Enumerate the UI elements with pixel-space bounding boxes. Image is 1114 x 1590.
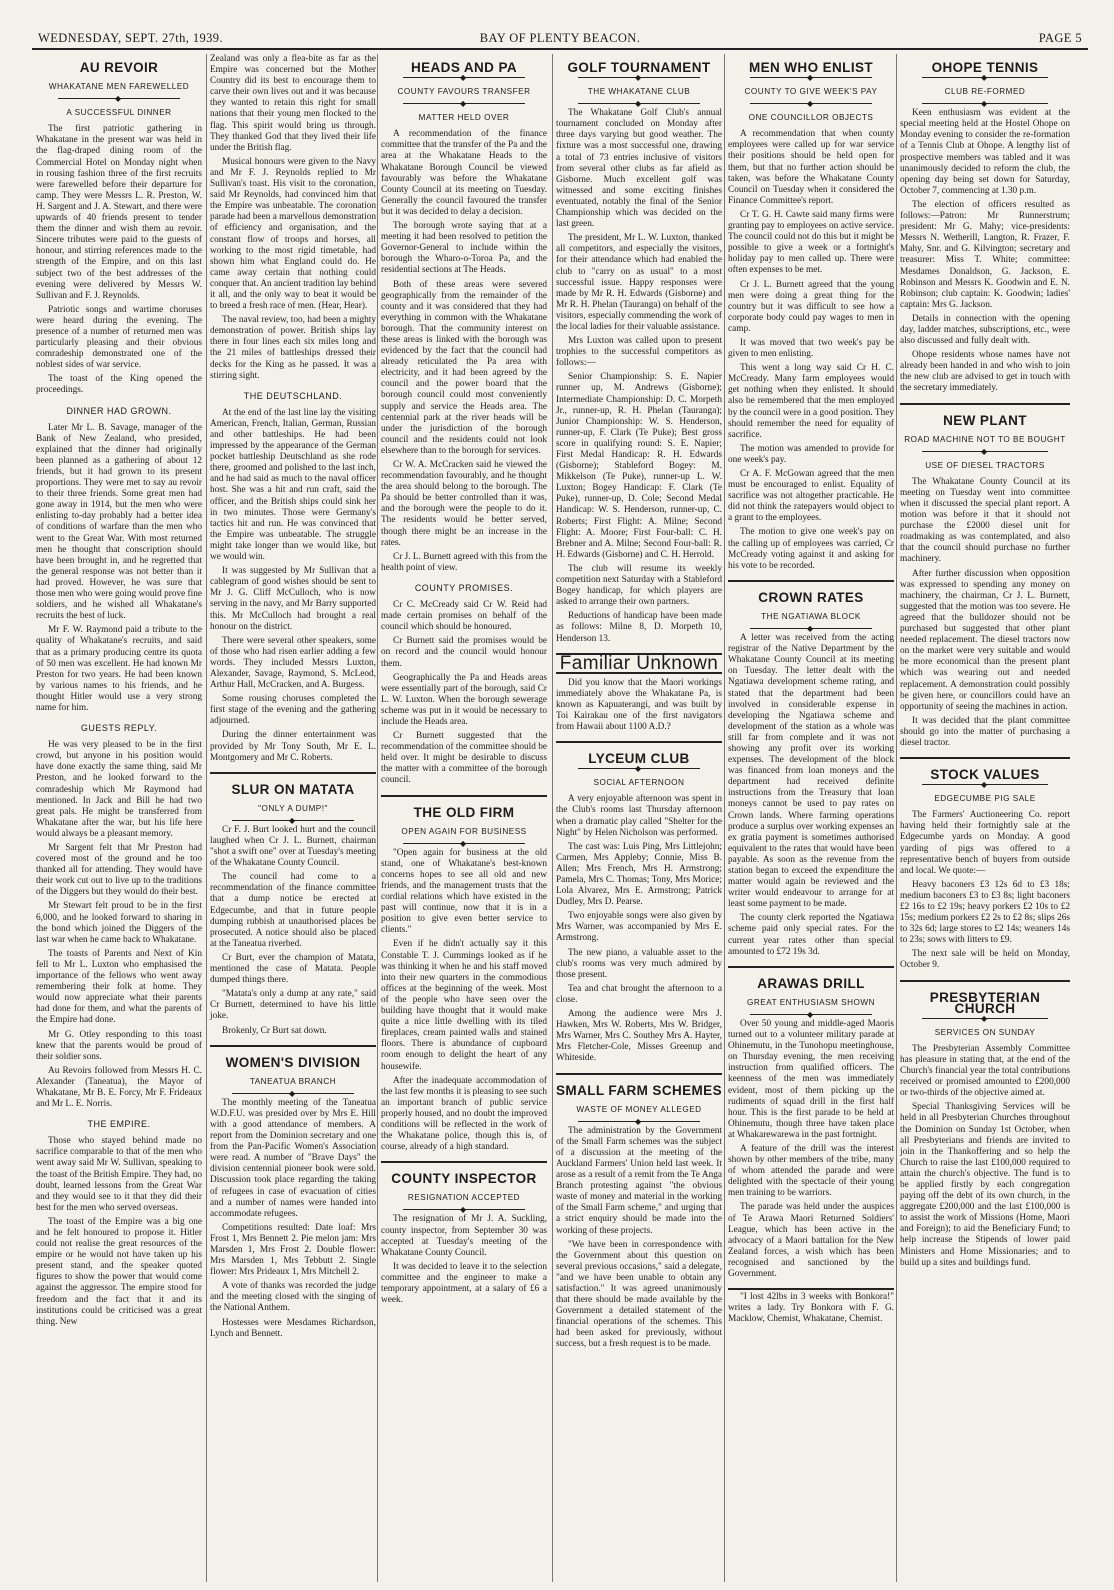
- paragraph: Keen enthusiasm was evident at the special meeting held at the Hostel Ohope on Monday evening to consider the re-formation of a Tennis Club at Ohope. A lengthy list of prospective members was tabled and it was unanimously decided to reform the club, the opening day being set down for Saturday, October 7, commencing at 1.30 p.m.: [900, 108, 1070, 196]
- subhead: SERVICES ON SUNDAY: [934, 1027, 1036, 1037]
- section-heading: COUNTY PROMISES.: [414, 582, 514, 593]
- paragraph: A vote of thanks was recorded the judge and the meeting closed with the singing of the National Anthem.: [210, 1281, 376, 1314]
- divider: [750, 1014, 872, 1015]
- column-5: [724, 54, 894, 1582]
- paragraph: It was suggested by Mr Sullivan that a cablegram of good wishes should be sent to Mr J. G. Cliff McCulloch, who is now serving in the navy, and Mr Barry supported this. Mr McCulloch had brought a real honour on the district.: [210, 566, 376, 632]
- subhead: RESIGNATION ACCEPTED: [407, 1193, 521, 1203]
- divider: [232, 1093, 354, 1094]
- subhead: THE WHAKATANE CLUB: [587, 87, 691, 97]
- paragraph: Cr T. G. H. Cawte said many firms were granting pay to employees on active service. The council could not do this but it might be possible to give a week or a fortnight's holiday pay to men called up. There were often expenses to be met.: [728, 209, 894, 276]
- section-heading: THE DEUTSCHLAND.: [243, 390, 343, 401]
- subhead: USE OF DIESEL TRACTORS: [925, 460, 1045, 470]
- paragraph: Mr Sargent felt that Mr Preston had covered most of the ground and he too thanked all for attending. They would have their work cut out to live up to the traditions of the Diggers but they would do their best.: [36, 843, 202, 898]
- paragraph: A letter was received from the acting registrar of the Native Department by the Whakatane County Council at its meeting on Tuesday. The letter dealt with the Ngatiawa development scheme rating, and stated that the department had been involved in considerable expense in developing the Ngatiawa scheme and development of the station as a whole was still far from complete and it was not showing any profit over its working expenses. The development of the block was financed from loan moneys and the department had received definite instructions from the Treasury that loan moneys cannot be used to pay rates on Crown lands. Where farming operations produce a surplus over working expenses an ex gratia payment is sometimes authorised equivalent to the rates that would have been payable. As soon as the revenue from the station began to exceed the expenditure the matter would again be reviewed and the writer would endeavour to arrange for at least some payment to be made.: [728, 633, 894, 910]
- paragraph: Cr Burnett said the promises would be on record and the council would honour them.: [381, 636, 547, 669]
- headline-new-plant: NEW PLANT: [943, 412, 1027, 428]
- headline-presbyterian-church: PRESBYTERIAN CHURCH: [929, 989, 1041, 1016]
- paragraph: At the end of the last line lay the visiting American, French, Italian, German, Russian and other battleships. He had been impressed by the appearance of the German pocket battleship Deutschland as she rode there, groomed and polished to the last inch, and he had said as much to the naval officer host. She was a hit and run craft, said the officer, and the British ships could sink her in two minutes. Those were Germany's tactics hit and run. He was convinced that the Empire was unbeatable. The struggle might take longer than we would like, but we would win.: [210, 407, 376, 563]
- divider: [922, 1018, 1048, 1019]
- paragraph: A recommendation that when county employees were called up for war service their positions should be held open for them, but that no further action should be taken, was before the Whakatane County Council on Tuesday when it considered the Finance Committee's report.: [728, 129, 894, 206]
- paragraph: The club will resume its weekly competition next Saturday with a Stableford Bogey handicap, for which players are asked to arrange their own partners.: [556, 563, 722, 608]
- section-heading: GUESTS REPLY.: [80, 723, 158, 734]
- article-lyceum-club: [556, 741, 722, 1064]
- paragraph: Competitions resulted: Date loaf: Mrs Frost 1, Mrs Bennett 2. Pie melon jam: Mrs Marsden 1, Mrs Frost 2. Double flower: Mrs Marsden 1, Mrs Tebbutt 2. Single flower: Mrs Prideaux 1, Mrs Mitchell 2.: [210, 1222, 376, 1278]
- divider: [232, 820, 354, 821]
- paragraph: The parade was held under the auspices of Te Arawa Maori Returned Soldiers' League, which has been active in the advocacy of a Maori battalion for the New Zealand forces, a wish which has been recognised and sanctioned by the Government.: [728, 1202, 894, 1279]
- divider: [922, 103, 1048, 104]
- column-3: [377, 54, 547, 1582]
- headline-slur-on-matata: SLUR ON MATATA: [231, 781, 355, 797]
- paragraph: He was very pleased to be in the first crowd, but anyone in his position would have done exactly the same thing, said Mr Preston, and he looked forward to the comradeship which Mr Raymond had mentioned. In Jack and Bill he had two great pals. He might be transferred from Whakatane after the war, but his life here would always be a pleasant memory.: [36, 740, 202, 839]
- paragraph: A feature of the drill was the interest shown by other members of the tribe, many of whom attended the parade and were delighted with the spectacle of their young men training to be warriors.: [728, 1143, 894, 1199]
- paragraph: Two enjoyable songs were also given by Mrs Warner, was accompanied by Mrs E. Armstrong.: [556, 911, 722, 944]
- paragraph: Zealand was only a flea-bite as far as the Empire was concerned but the Mother Country did its best to encourage them to carve their own lives out and it was because they wanted to retain this right for small nations that their young men flocked to the flag. This spirit would bring us through. They thanked God that they lived their life under the British flag.: [210, 54, 376, 153]
- paragraph: Ohope residents whose names have not already been handed in and who wish to join the new club are advised to get in touch with the secretary immediately.: [900, 350, 1070, 394]
- paragraph: Cr J. L. Burnett agreed with this from the health point of view.: [381, 551, 547, 573]
- headline-county-inspector: COUNTY INSPECTOR: [391, 1171, 537, 1187]
- paragraph: The new piano, a valuable asset to the club's rooms was very much admired by those present.: [556, 947, 722, 980]
- paragraph: The next sale will be held on Monday, October 9.: [900, 949, 1070, 971]
- divider: [750, 628, 872, 629]
- paragraph: "Matata's only a dump at any rate," said Cr Burnett, determined to have his little joke.: [210, 989, 376, 1022]
- article-old-firm: [381, 795, 547, 1154]
- paragraph: Cr Burt, ever the champion of Matata, mentioned the case of Matata. People dumped things there.: [210, 952, 376, 986]
- paragraph: It was decided that the plant committee should go into the matter of purchasing a diesel tractor.: [900, 715, 1070, 748]
- section-heading: THE EMPIRE.: [87, 1119, 151, 1130]
- article-womens-division: [210, 1045, 376, 1340]
- paragraph: The toasts of Parents and Next of Kin fell to Mr L. Luxton who emphasised the importance of the fellows who went away remembering their folk at home. They would now appreciate what their parents had done for them, and what the parents of the Empire had done.: [36, 948, 202, 1026]
- headline-familiar-unknown: Familiar Unknown: [556, 653, 722, 674]
- column-2: [206, 54, 376, 1582]
- paragraph: There were several other speakers, some of those who had risen earlier adding a few words. They included Messrs Luxton, Alexander, Savage, Raymond, S. McLeod, Arthur Hall, McCracken, and A. Burgess.: [210, 635, 376, 691]
- paragraph: During the dinner entertainment was provided by Mr Tony South, Mr E. L. Montgomery and Mr C. Roberts.: [210, 730, 376, 763]
- paragraph: A recommendation of the finance committee that the transfer of the Pa and the area at the Whakatane Heads to the Whakatane Borough Council be viewed favourably was before the Whakatane County Council at its meeting on Tuesday. Generally the council favoured the transfer but it was decided to delay a decision.: [381, 129, 547, 217]
- subhead: EDGECUMBE PIG SALE: [934, 794, 1036, 804]
- paragraph: It was decided to leave it to the selection committee and the engineer to make a temporary appointment, at a salary of £6 a week.: [381, 1261, 547, 1306]
- paragraph: Did you know that the Maori workings immediately above the Whakatane Pa, is known as Kapuaterangi, and was built by Toi Kairakau one of the first navigators from Hawaii about 1100 A.D.?: [556, 677, 722, 733]
- article-presbyterian-church: [900, 980, 1070, 1269]
- paragraph: The Whakatane County Council at its meeting on Tuesday went into committee when it discussed the special plant report. A motion was before it that it should not purchase the £2000 diesel unit for roadmaking as was contemplated, and also that the council should purchase no further machinery.: [900, 476, 1070, 565]
- headline-men-who-enlist: MEN WHO ENLIST: [748, 60, 874, 75]
- article-slur-on-matata: [210, 772, 376, 1037]
- divider: [578, 768, 700, 769]
- paragraph: Tea and chat brought the afternoon to a close.: [556, 983, 722, 1005]
- paragraph: The borough wrote saying that at a meeting it had been resolved to petition the Governor-General to include within the borough the Wharo-o-Toroa Pa, and the residential sections at The Heads.: [381, 221, 547, 276]
- headline-au-revoir: AU REVOIR: [79, 60, 159, 75]
- subhead: TANEATUA BRANCH: [249, 1076, 337, 1086]
- subhead: MATTER HELD OVER: [418, 113, 510, 123]
- article-county-inspector: [381, 1161, 547, 1306]
- subhead: OPEN AGAIN FOR BUSINESS: [401, 826, 527, 836]
- column-6: [896, 54, 1070, 1582]
- paragraph: It was moved that two week's pay be given to men enlisting.: [728, 337, 894, 360]
- divider: [578, 1121, 700, 1122]
- paragraph: Details in connection with the opening day, ladder matches, subscriptions, etc., were also discussed and fully dealt with.: [900, 313, 1070, 347]
- article-new-plant: [900, 403, 1070, 750]
- paragraph: The resignation of Mr J. A. Suckling, county inspector, from September 30 was accepted at Tuesday's meeting of the Whakatane County Council.: [381, 1214, 547, 1258]
- paragraph: Later Mr L. B. Savage, manager of the Bank of New Zealand, who presided, explained that the dinner had originally been planned as a gathering of about 12 friends, but it had grown to its present proportions. They were met to say au revoir to their three friends. Some great men had gone away in 1914, but the men who were enlisting to-day probably had a better idea of conditions of warfare than the men who went to the Great War. With most returned men he thought that conscription should have been brought in, and he regretted that the general response was not better than it had proved. However, he was sure that those men who were going would prove fine soldiers, and he wished all Whakatane's recruits the best of luck.: [36, 422, 202, 622]
- headline-lyceum-club: LYCEUM CLUB: [588, 751, 690, 767]
- paragraph: Cr Burnett suggested that the recommendation of the committee should be held over. It might be desirable to discuss the matter with a committee of the borough council.: [381, 731, 547, 786]
- headline-crown-rates: CROWN RATES: [758, 589, 864, 605]
- paragraph: After the inadequate accommodation of the last few months it is pleasing to see such an important branch of public service properly housed, and no doubt the improved conditions will be reflected in the work of the Whakatane police, though this is, of course, already of a high standard.: [381, 1075, 547, 1153]
- paragraph: The election of officers resulted as follows:—Patron: Mr Runnerstrum; president: Mr G. Mahy; vice-presidents: Messrs N. Wetherill, Langton, R. Frazer, F. Mahy, Snr. and G. Kilvington; secretary and treasurer: Miss T. White; committee: Mesdames Donaldson, G. Jackson, E. Robinson and Messrs K. Goodwin and E. N. Robinson; club captain: K. Goodwin; ladies' captain: Mrs G. Jackson.: [900, 199, 1070, 310]
- subhead: SOCIAL AFTERNOON: [593, 778, 685, 788]
- paragraph: The toast of the Empire was a big one and he felt honoured to propose it. Hitler could not realise the great resources of the empire or he would not have taken up his present stand, and the speaker quoted figures to show the power that would come against the aggressor. The empire stood for freedom and the fact that it and its institutions could be criticised was a great thing. New: [36, 1216, 202, 1327]
- paragraph: The first patriotic gathering in Whakatane in the present war was held in the flag-draped dining room of the Commercial Hotel on Monday night when in rousing fashion three of the first recruits were farewelled before their departure for camp. They were Messrs L. R. Preston, W. H. Sargent and J. A. Stewart, and there were upwards of 40 friends present to tender them the dinner and wish them au revoir. Sincere tributes were paid to the guests of honour, and stirring references made to the strength of the Empire, and on this last subject two of the best addresses of the evening were delivered by Messrs W. Sullivan and F. J. Reynolds.: [36, 124, 202, 301]
- headline-small-farm-schemes: SMALL FARM SCHEMES: [556, 1082, 722, 1098]
- page-number: PAGE 5: [1038, 31, 1082, 45]
- paragraph: The Whakatane Golf Club's annual tournament concluded on Monday after three days varying but good weather. The fixture was a most successful one, drawing a total of 73 entries inclusive of visitors from several other clubs as far afield as Gisborne. Much excellent golf was witnessed and some exciting finishes eventuated, notably the final of the Senior Championship which was decided on the last green.: [556, 108, 722, 230]
- divider: [578, 103, 700, 104]
- paragraph: The cast was: Luis Ping, Mrs Littlejohn; Carmen, Mrs Appleby; Connie, Miss B. Allen; Mrs French, Mrs H. Armstrong; Pamela, Mrs C. Thomas; Tony, Mrs Morice; Lola Alvarez, Mrs E. Armstrong; Patrick Dudley, Mrs D. Pearse.: [556, 841, 722, 908]
- paragraph: Musical honours were given to the Navy and Mr F. J. Reynolds replied to Mr Sullivan's toast. His visit to the coronation, said Mr Reynolds, had convinced him that the Empire was unbeatable. The coronation parade had been a marvellous demonstration of efficiency and organisation, and the constant flow of troops and horses, all working to the most rigid timetable, had shown him what England could do. He came away certain that nothing could conquer that. An ancient tradition lay behind it all, and the only way to beat it would be to breed a fresh race of men. (Hear, Hear).: [210, 156, 376, 312]
- divider: [58, 98, 180, 99]
- paragraph: Cr A. F. McGowan agreed that the men must be encouraged to enlist. Equality of sacrifice was not altogether practicable. He did not think the ratepayers would object to a grant to the employees.: [728, 469, 894, 524]
- advertisement: [728, 1288, 894, 1325]
- paragraph: Mrs Luxton was called upon to present trophies to the successful competitors as follows:—: [556, 336, 722, 369]
- paragraph: The monthly meeting of the Taneatua W.D.F.U. was presided over by Mrs E. Hill with a good attendance of members. A report from the Dominion secretary and one from the Pan-Pacific Women's Association were read. A number of "Brave Days" the division centennial pioneer book were sold. Discussion took place regarding the taking of refugees in case of evacuation of cities and a number of names were handed into accommodate refugees.: [210, 1097, 376, 1219]
- divider: [403, 103, 525, 104]
- article-stock-values: [900, 757, 1070, 972]
- paragraph: The naval review, too, had been a mighty demonstration of power. British ships lay there in four lines each six miles long and the 21 miles of battleships dressed their decks for the King as he passed. It was a stirring sight.: [210, 315, 376, 381]
- paragraph: This went a long way said Cr H. C. McCready. Many farm employees would get nothing when they enlisted. It should also be remembered that the men employed by the council were in a good position. They should remember the need for equality of sacrifice.: [728, 363, 894, 440]
- paragraph: Hostesses were Mesdames Richardson, Lynch and Bennett.: [210, 1317, 376, 1339]
- headline-ohope-tennis: OHOPE TENNIS: [931, 60, 1039, 75]
- headline-stock-values: STOCK VALUES: [930, 767, 1040, 783]
- headline-heads-and-pa: HEADS AND PA: [410, 60, 518, 75]
- divider: [403, 77, 525, 78]
- article-small-farm-schemes: [556, 1073, 722, 1351]
- paragraph: Brokenly, Cr Burt sat down.: [222, 1025, 327, 1036]
- paragraph: The president, Mr L. W. Luxton, thanked all competitors, and especially the visitors, for their attendance which had enabled the club to "carry on as usual" to a most successful issue. Happy responses were made by Mr R. H. Edwards (Gisborne) and Mr R. H. Phelan (Tauranga) on behalf of the visitors, especially commending the work of the local ladies for their valuable assistance.: [556, 233, 722, 332]
- section-heading: DINNER HAD GROWN.: [66, 405, 172, 416]
- divider: [750, 103, 872, 104]
- issue-date: WEDNESDAY, SEPT. 27th, 1939.: [38, 31, 223, 45]
- divider: [403, 843, 525, 844]
- paragraph: The administration by the Government of the Small Farm schemes was the subject of a discussion at the meeting of the Auckland Farmers' Union held last week. It arose as a result of a remit from the Te Anga Branch protesting against "the obvious waste of money and material in the working of the Small Farm scheme," and urging that a strict enquiry should be made into the working of these projects.: [556, 1125, 722, 1236]
- masthead: [32, 28, 1088, 50]
- paragraph: Among the audience were Mrs J. Hawken, Mrs W. Roberts, Mrs W. Bridger, Mrs Warner, Mrs C. Southey Mrs A. Hayter, Mrs Fletcher-Cole, Misses Greenup and Whiteside.: [556, 1009, 722, 1064]
- paragraph: "Open again for business at the old stand, one of Whakatane's best-known concerns hopes to see all old and new friends, and the management trusts that the cordial relations which have existed in the past will continue, now that it is in a position to give even better service to clients.": [381, 847, 547, 936]
- paragraph: Even if he didn't actually say it this Constable T. J. Cummings looked as if he was thinking it when he and his staff moved into their new quarters in the commodious offices at the beginning of the week. Most of the people who have seen over the building have thought that it would make quite a nice little dwelling with its tiled fireplaces, cream painted walls and stained floors. There is abundance of cupboard room enough to delight the heart of any housewife.: [381, 939, 547, 1072]
- paragraph: Both of these areas were severed geographically from the remainder of the county and it was considered that they had everything in common with the Whakatane borough. That the community interest on these areas is linked with the borough was evidenced by the fact that the council had already reticulated the Pa area with electricity, and it had been agreed by the council and the power board that the borough council could most conveniently supply and service the Heads area. The centennial park at the river heads will be under the jurisdiction of the borough council and the residents could not look elsewhere than to the borough for services.: [381, 279, 547, 456]
- paragraph: The toast of the King opened the proceedings.: [36, 374, 202, 396]
- divider: [922, 77, 1048, 78]
- paragraph: The motion was amended to provide for one week's pay.: [728, 443, 894, 465]
- paragraph: The council had come to a recommendation of the finance committee that a dump notice be erected at Edgecumbe, and that in future people dumping rubbish at unauthorised places be prosecuted. A notice should also be placed at the Taneatua riverbed.: [210, 872, 376, 949]
- paragraph: The Presbyterian Assembly Committee has pleasure in stating that, at the end of the Church's financial year the total contributions received or promised amounted to £200,000 or two-thirds of the objective aimed at.: [900, 1043, 1070, 1099]
- paragraph: The motion to give one week's pay on the calling up of employees was carried, Cr McCready voting against it and asking for his vote to be recorded.: [728, 527, 894, 571]
- column-1: [36, 54, 202, 1582]
- paragraph: Geographically the Pa and Heads areas were essentially part of the borough, said Cr L. W. Luxton. When the borough sewerage scheme was put in it would be necessary to include the Heads area.: [381, 672, 547, 727]
- divider: [922, 784, 1048, 785]
- headline-arawas-drill: ARAWAS DRILL: [757, 975, 865, 991]
- subhead: WASTE OF MONEY ALLEGED: [576, 1104, 702, 1114]
- divider: [922, 451, 1048, 452]
- paragraph: Cr J. L. Burnett agreed that the young men were doing a great thing for the country but it was difficult to see how a corporate body could pay wages to men in camp.: [728, 279, 894, 334]
- paragraph: After further discussion when opposition was expressed to spending any money on machinery, the chairman, Cr J. L. Burnett, suggested that the motion was too severe. He agreed that the bulldozer should not be purchased but suggested that other plant needed replacement. The diesel tractors now on the market were very suitable and would be more economical than the present plant which was wearing out and needed replacement. A demonstration could possibly be given here, or councillors could have an opportunity of seeing the machines in action.: [900, 568, 1070, 712]
- paragraph: Over 50 young and middle-aged Maoris turned out to a volunteer military parade at Ohinemutu, in the Tunohopu meetinghouse, on Thursday evening, the men receiving instruction from qualified officers. The keenness of the men was immediately evident, most of them picking up the rudiments of squad drill in the first half hour. This is the first parade to be held at Ohinemutu, though three have taken place at Whakarewarewa in the past fortnight.: [728, 1018, 894, 1140]
- headline-golf-tournament: GOLF TOURNAMENT: [567, 60, 711, 75]
- headline-old-firm: THE OLD FIRM: [413, 804, 515, 820]
- subhead: WHAKATANE MEN FAREWELLED: [48, 82, 190, 92]
- subhead: COUNTY TO GIVE WEEK'S PAY: [744, 87, 878, 97]
- subhead: CLUB RE-FORMED: [944, 87, 1026, 97]
- subhead: ONE COUNCILLOR OBJECTS: [748, 113, 874, 123]
- paragraph: Patriotic songs and wartime choruses were heard during the evening. The presence of a number of returned men was particularly pleasing and their obvious comradeship demonstrated one of the noblest sides of war service.: [36, 304, 202, 371]
- paragraph: Special Thanksgiving Services will be held in all Presbyterian Churches throughout the Dominion on Sunday 1st October, when all Presbyterians and friends are invited to join in the Thankoffering and so help the Church to raise the last £100,000 required to attain the church's objective. The fund is to be applied firstly by each congregation paying off the debt of its own church, in the aggregate £200,000 and the last £100,000 is to assist the work of Missions (Home, Maori and Foreign); to aid the Beneficiary Fund; to help increase the Stipends of lower paid Ministers and Home Missionaries; and to build up a sites and buildings fund.: [900, 1102, 1070, 1268]
- subhead: THE NGATIAWA BLOCK: [761, 611, 861, 621]
- subhead: A SUCCESSFUL DINNER: [66, 108, 172, 118]
- article-arawas-drill: [728, 966, 894, 1280]
- ad-text: "I lost 42lbs in 3 weeks with Bonkora!" writes a lady. Try Bonkora with F. G. Macklow, Chemist, Whakatane, Chemist.: [728, 1292, 894, 1325]
- divider: [403, 1209, 525, 1210]
- headline-womens-division: WOMEN'S DIVISION: [225, 1054, 361, 1070]
- paragraph: Some rousing choruses completed the first stage of the evening and the gathering adjourned.: [210, 694, 376, 727]
- column-4: [552, 54, 722, 1582]
- paragraph: Cr W. A. McCracken said he viewed the recommendation favourably, and he thought the area should belong to the borough. The Pa should be better controlled than it was, and the borough were the people to do it. The residents would be better served, though there might be an increase in the rates.: [381, 460, 547, 548]
- paragraph: "We have been in correspondence with the Government about this question on several previous occasions," said a delegate, "and we have been unable to obtain any satisfaction." It was agreed unanimously that there should be made available by the Government a detailed statement of the financial operations of the schemes. This had been asked for previously, without success, but a fresh request is to be made.: [556, 1239, 722, 1350]
- subhead: "ONLY A DUMP!": [258, 803, 328, 813]
- divider: [578, 77, 700, 78]
- paragraph: Cr C. McCready said Cr W. Reid had made certain promises on behalf of the council which should be honoured.: [381, 600, 547, 633]
- paragraph: The Farmers' Auctioneering Co. report having held their fortnightly sale at the Edgecumbe yards on Monday. A good yarding of pigs was offered to a representative bench of buyers from outside and local. We quote:—: [900, 810, 1070, 876]
- newspaper-title: BAY OF PLENTY BEACON.: [479, 31, 641, 45]
- subhead: COUNTY FAVOURS TRANSFER: [397, 87, 531, 97]
- divider: [750, 77, 872, 78]
- paragraph: The county clerk reported the Ngatiawa scheme paid only special rates. For the current year rates other than special amounted to £72 19s 3d.: [728, 913, 894, 957]
- paragraph: Reductions of handicap have been made as follows: Milne 8, D. Morpeth 10, Henderson 13.: [556, 611, 722, 644]
- paragraph: Mr Stewart felt proud to be in the first 6,000, and he looked forward to sharing in the bond which joined the Diggers of the last war when he came back to Whakatane.: [36, 901, 202, 945]
- paragraph: Those who stayed behind made no sacrifice comparable to that of the men who went away said Mr W. Sullivan, speaking to the toast of the British Empire. They had, no doubt, learned lessons from the Great War and they would see to it that they did their best for the men who served overseas.: [36, 1136, 202, 1213]
- paragraph: Au Revoirs followed from Messrs H. C. Alexander (Taneatua), the Mayor of Whakatane, Mr B. E. Forcy, Mr F. Frideaux and Mr L. E. Norris.: [36, 1065, 202, 1110]
- paragraph: Senior Championship: S. E. Napier runner up, M. Andrews (Gisborne); Intermediate Championship: D. C. Morpeth Jr., runner-up, R. H. Phelan (Tauranga); Junior Championship: W. S. Henderson, runner-up, F. Clark (Te Puke); Best gross score in qualifying round: S. E. Napier; First Medal Handicap: R. H. Edwards (Gisborne); Stableford Bogey: M. Mikkelson (Te Puke), runner-up L. W. Luxton; Bogey Handicap: F. Clark (Te Puke), runner-up, D. Cole; Second Medal Handicap: W. S. Henderson, runner-up, C. Roberts; First Flight: A. Milne; Second Flight: A. Moore; First Four-ball: C. H. Brebner and A. Milne; Second Four-ball: R. H. Edwards (Gisborne) and C. H. Herrold.: [556, 372, 722, 560]
- paragraph: Heavy baconers £3 12s 6d to £3 18s; medium baconers £3 to £3 8s; light baconers £2 16s to £2 19s; heavy porkers £2 10s to £2 15s; medium porkers £2 2s to £2 8s; slips 26s to 32s 6d; large stores to £2 14s; weaners 14s to 23s; sows with litters to £9.: [900, 879, 1070, 946]
- subhead: GREAT ENTHUSIASM SHOWN: [746, 997, 876, 1007]
- subhead: ROAD MACHINE NOT TO BE BOUGHT: [904, 434, 1066, 444]
- article-crown-rates: [728, 580, 894, 958]
- paragraph: Mr G. Otley responding to this toast knew that the parents would be proud of their soldier sons.: [36, 1029, 202, 1062]
- paragraph: Cr F. J. Burt looked hurt and the council laughed when Cr J. L. Burnett, chairman "shot a swift one" over at Tuesday's meeting of the Whakatane County Council.: [210, 824, 376, 869]
- paragraph: A very enjoyable afternoon was spent in the Club's rooms last Thursday afternoon when a dramatic play called "Shelter for the Night" by Helen Nicholson was performed.: [556, 794, 722, 838]
- paragraph: Mr F. W. Raymond paid a tribute to the quality of Whakatane's recruits, and said that as a primary producing centre its quota of 50 men was excellent. He had known Mr Preston for two years. He had been known by various names to his friends, and he thought Hitler would use a very strong name for him.: [36, 625, 202, 713]
